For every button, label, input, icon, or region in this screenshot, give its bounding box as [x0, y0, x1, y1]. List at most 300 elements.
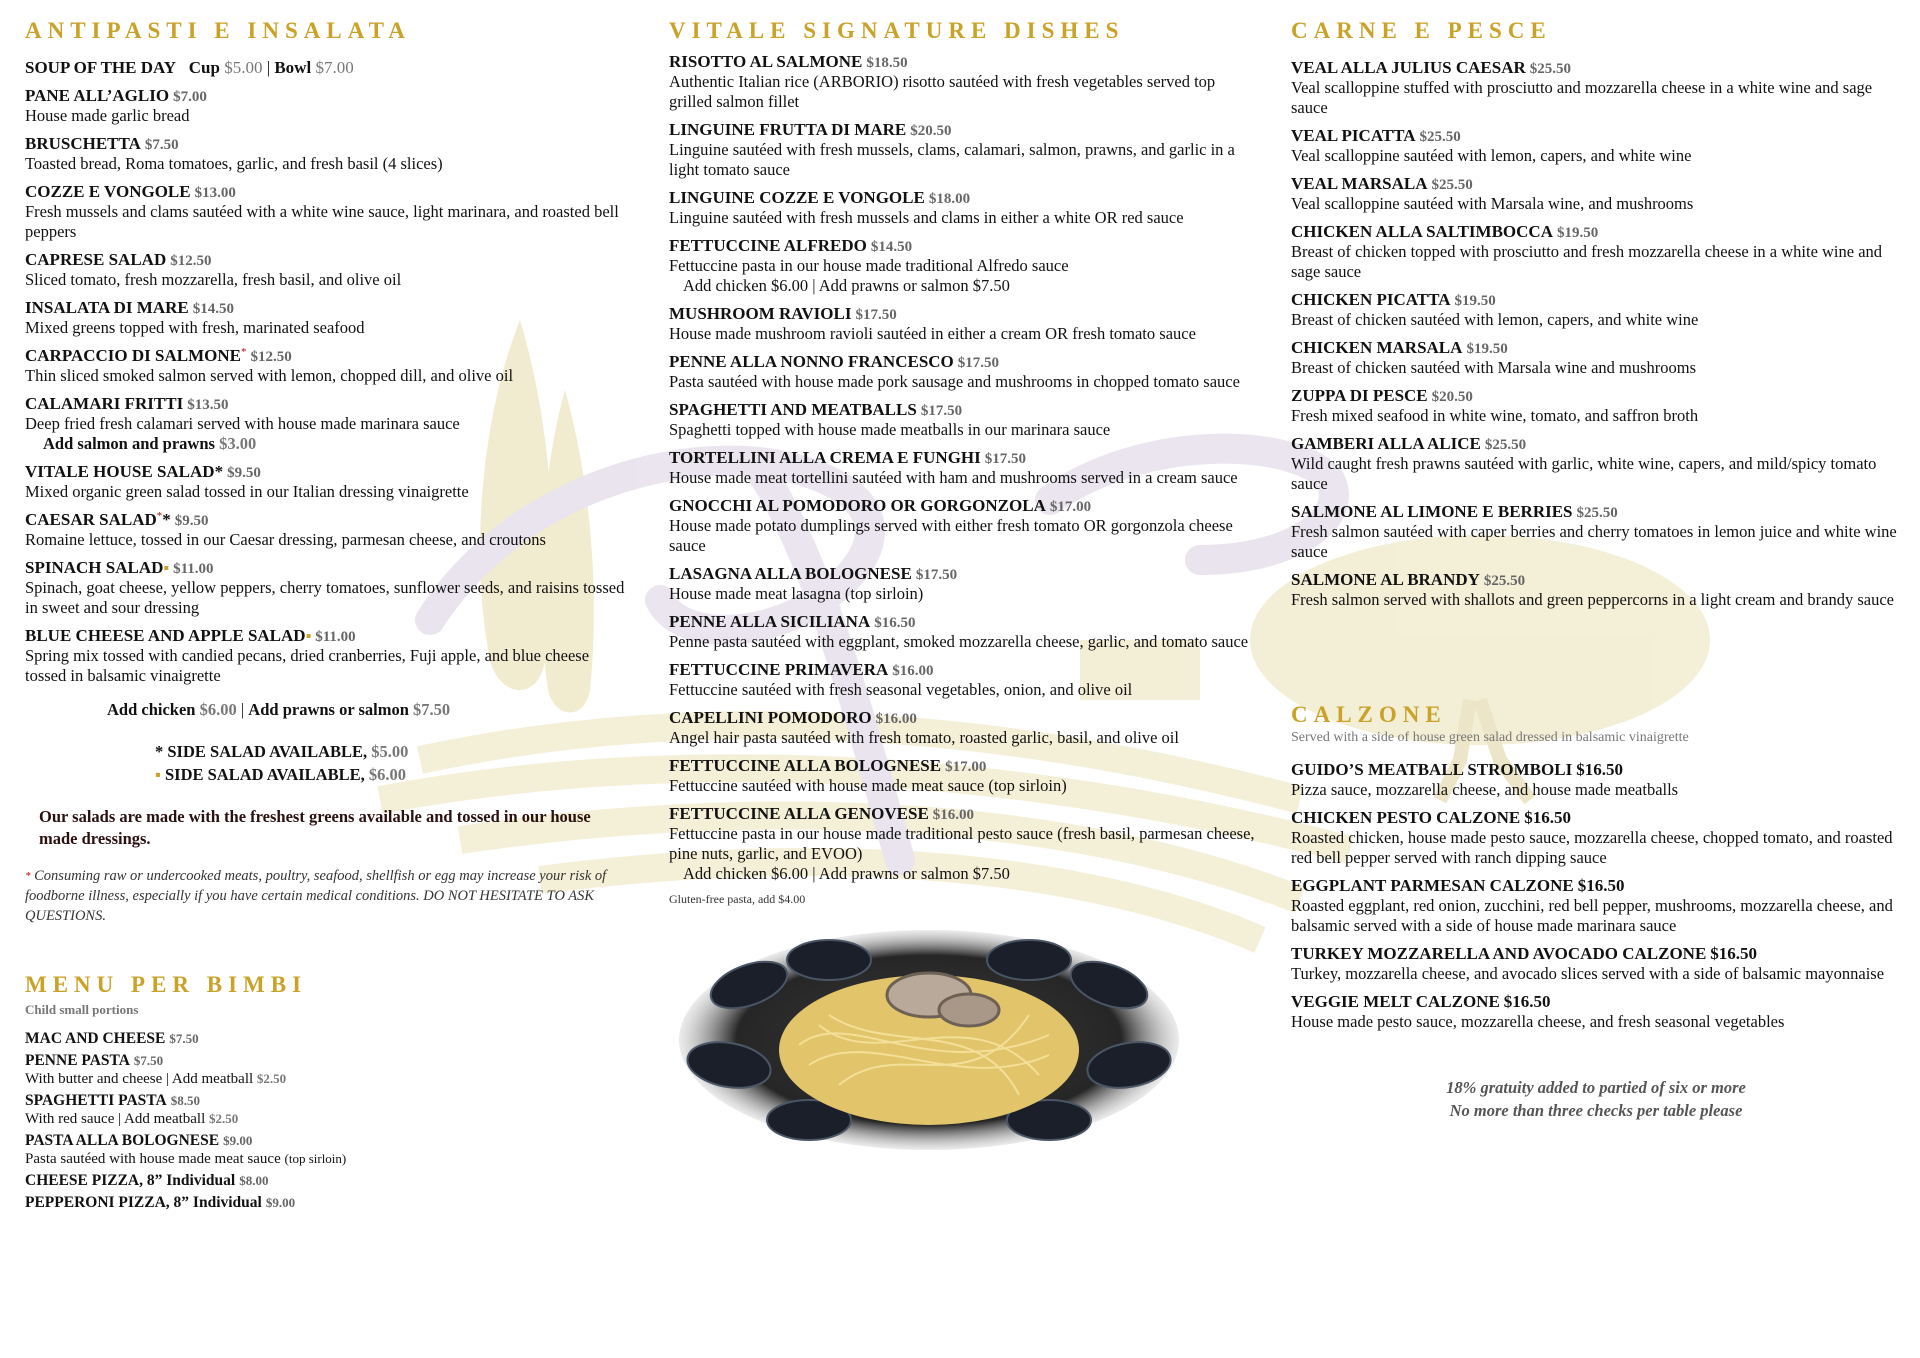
menu-item-description	[1291, 146, 1901, 166]
menu-item-description	[1291, 780, 1901, 800]
menu-item-price: $16.50	[1576, 760, 1623, 779]
menu-item-header	[1291, 992, 1901, 1012]
menu-item-name: MUSHROOM RAVIOLI	[669, 304, 852, 323]
menu-item-header	[1291, 386, 1901, 406]
menu-item	[1291, 502, 1901, 562]
bimbi-section	[25, 972, 625, 1212]
menu-item-description	[25, 1070, 625, 1088]
menu-item-name: BLUE CHEESE AND APPLE SALAD	[25, 626, 306, 645]
menu-item-addon-text: Add chicken $6.00 | Add prawns or salmon $7.50	[683, 864, 1010, 883]
menu-item-description-text: Deep fried fresh calamari served with house made marinara sauce	[25, 414, 460, 433]
menu-item-name: PENNE ALLA NONNO FRANCESCO	[669, 352, 954, 371]
menu-item-description	[669, 680, 1259, 700]
menu-item	[669, 400, 1259, 440]
soup-bowl-price: $7.00	[315, 58, 354, 77]
menu-item-header	[25, 462, 625, 482]
menu-item-addon-text: Add chicken $6.00 | Add prawns or salmon $7.50	[683, 276, 1010, 295]
menu-item	[25, 182, 625, 242]
menu-item-description-text: House made mushroom ravioli sautéed in either a cream OR fresh tomato sauce	[669, 324, 1196, 343]
menu-item-description-text: Fresh mixed seafood in white wine, tomato, and saffron broth	[1291, 406, 1699, 425]
menu-item-name: LINGUINE COZZE E VONGOLE	[669, 188, 925, 207]
side-salad-2-price: $6.00	[368, 765, 406, 784]
menu-item-price: $17.50	[984, 451, 1027, 467]
menu-item-note: (top sirloin)	[284, 1151, 347, 1166]
menu-item-description	[25, 578, 625, 618]
add-chicken-price: $6.00	[199, 700, 237, 719]
side-salad-1-price: $5.00	[371, 742, 409, 761]
menu-item-description-text: Sliced tomato, fresh mozzarella, fresh basil, and olive oil	[25, 270, 402, 289]
menu-item-name: CAPRESE SALAD	[25, 250, 167, 269]
menu-item-addon	[669, 864, 1259, 884]
menu-item	[25, 394, 625, 454]
menu-item-description	[25, 1110, 625, 1128]
menu-item-price: $25.50	[1529, 61, 1572, 77]
menu-item-description-text: Authentic Italian rice (ARBORIO) risotto sautéed with fresh vegetables served top grilled salmon fillet	[669, 72, 1216, 111]
menu-item-header	[669, 120, 1259, 140]
menu-item-name: SPAGHETTI AND MEATBALLS	[669, 400, 917, 419]
menu-item-header	[1291, 808, 1901, 828]
menu-item	[1291, 992, 1901, 1032]
menu-item-name: VEAL ALLA JULIUS CAESAR	[1291, 58, 1526, 77]
menu-item-addon-text: Add salmon and prawns	[43, 434, 215, 453]
menu-item-suffix: *	[162, 510, 171, 529]
menu-item-name: CHICKEN ALLA SALTIMBOCCA	[1291, 222, 1553, 241]
menu-item-description-text: Fettuccine pasta in our house made traditional Alfredo sauce	[669, 256, 1069, 275]
side-salad-2	[155, 763, 625, 786]
menu-item-price: $18.50	[866, 55, 908, 71]
menu-item-name: FETTUCCINE ALFREDO	[669, 236, 867, 255]
menu-item-header	[669, 564, 1259, 584]
menu-item-description	[25, 106, 625, 126]
menu-item	[25, 134, 625, 174]
menu-item	[1291, 338, 1901, 378]
menu-item-header	[25, 86, 625, 106]
menu-item	[1291, 434, 1901, 494]
menu-item-header	[1291, 944, 1901, 964]
menu-item-name: VITALE HOUSE SALAD*	[25, 462, 224, 481]
menu-item-price: $14.50	[192, 301, 234, 317]
menu-item-name: FETTUCCINE ALLA GENOVESE	[669, 804, 929, 823]
menu-item-name: PENNE PASTA	[25, 1052, 130, 1069]
menu-item	[25, 462, 625, 502]
menu-item	[1291, 760, 1901, 800]
menu-item-description	[1291, 310, 1901, 330]
menu-item-description	[25, 202, 625, 242]
menu-item-price: $17.50	[915, 567, 958, 583]
menu-item	[25, 510, 625, 550]
menu-item-header	[669, 52, 1259, 72]
menu-item-description-text: Linguine sautéed with fresh mussels and clams in either a white OR red sauce	[669, 208, 1184, 227]
menu-item	[669, 756, 1259, 796]
menu-item-description	[1291, 194, 1901, 214]
menu-item-name: SPAGHETTI PASTA	[25, 1092, 167, 1109]
menu-item-price: $18.00	[928, 191, 971, 207]
menu-item-description-text: Spinach, goat cheese, yellow peppers, cherry tomatoes, sunflower seeds, and raisins tossed in sweet and sour dressing	[25, 578, 625, 617]
menu-item-price: $25.50	[1484, 437, 1527, 453]
menu-item-header	[1291, 338, 1901, 358]
menu-item-name: GAMBERI ALLA ALICE	[1291, 434, 1481, 453]
menu-item-header	[669, 304, 1259, 324]
menu-item-header	[1291, 502, 1901, 522]
menu-item-addon	[25, 434, 625, 454]
menu-item-price: $7.50	[169, 1031, 199, 1046]
menu-item-header	[25, 394, 625, 414]
menu-item-name: COZZE E VONGOLE	[25, 182, 191, 201]
menu-item-price: $16.50	[1577, 876, 1625, 895]
menu-item-description-text: Pizza sauce, mozzarella cheese, and house made meatballs	[1291, 780, 1679, 799]
menu-item-header	[669, 400, 1259, 420]
gratuity-line-2: No more than three checks per table please	[1449, 1101, 1743, 1120]
menu-item-price: $16.50	[1503, 992, 1551, 1011]
menu-item-name: RISOTTO AL SALMONE	[669, 52, 863, 71]
menu-item-price: $25.50	[1431, 177, 1473, 193]
menu-item-description-text: House made meat lasagna (top sirloin)	[669, 584, 924, 603]
calzone-list	[1291, 760, 1901, 1032]
menu-item-header	[669, 756, 1259, 776]
menu-item-description	[25, 414, 625, 434]
menu-item-header	[669, 352, 1259, 372]
menu-item-description	[669, 372, 1259, 392]
menu-item-description-text: Fettuccine sautéed with fresh seasonal vegetables, onion, and olive oil	[669, 680, 1133, 699]
menu-item-description-text: Wild caught fresh prawns sautéed with garlic, white wine, capers, and mild/spicy tomato sauce	[1291, 454, 1877, 493]
menu-item-description	[669, 324, 1259, 344]
menu-item	[25, 626, 625, 686]
menu-item-description-text: With red sauce | Add meatball	[25, 1111, 206, 1127]
menu-item-header	[25, 510, 625, 530]
menu-item-description	[669, 584, 1259, 604]
raw-food-disclaimer	[25, 866, 625, 926]
calzone-section	[1291, 702, 1901, 1032]
menu-item	[1291, 876, 1901, 936]
menu-item-addon	[669, 276, 1259, 296]
menu-item-header	[25, 1172, 625, 1190]
menu-item-description	[669, 468, 1259, 488]
menu-item-description	[1291, 454, 1901, 494]
menu-item-name: INSALATA DI MARE	[25, 298, 189, 317]
column-middle	[669, 18, 1259, 1160]
menu-item-price: $13.50	[187, 397, 229, 413]
menu-item-price: $8.00	[239, 1173, 269, 1188]
soup-of-the-day	[25, 58, 625, 78]
menu-item-description	[1291, 590, 1901, 610]
menu-item-header	[1291, 760, 1901, 780]
side-salad-1	[155, 740, 625, 763]
menu-item-description	[1291, 828, 1901, 868]
menu-item-description-text: Veal scalloppine stuffed with prosciutto and mozzarella cheese in a white wine and sage sauce	[1291, 78, 1873, 117]
menu-item-price: $8.50	[170, 1093, 200, 1108]
carne-list	[1291, 58, 1901, 610]
bimbi-list	[25, 1030, 625, 1212]
menu-item	[669, 804, 1259, 884]
side-salad-2-mark: ▪	[155, 765, 161, 784]
gluten-free-note: Gluten-free pasta, add $4.00	[669, 892, 806, 906]
menu-item-description	[25, 482, 625, 502]
add-prawns-price: $7.50	[413, 700, 451, 719]
menu-item-description-text: Thin sliced smoked salmon served with lemon, chopped dill, and olive oil	[25, 366, 514, 385]
menu-item-name: SPINACH SALAD	[25, 558, 164, 577]
menu-item-name: CHICKEN MARSALA	[1291, 338, 1463, 357]
menu-item-header	[669, 660, 1259, 680]
menu-item-name: CALAMARI FRITTI	[25, 394, 184, 413]
calzone-subtitle: Served with a side of house green salad dressed in balsamic vinaigrette	[1291, 730, 1689, 745]
menu-item-description	[1291, 522, 1901, 562]
menu-item-name: CHICKEN PICATTA	[1291, 290, 1451, 309]
menu-item-description	[25, 270, 625, 290]
menu-item-header	[669, 496, 1259, 516]
menu-item-description	[25, 530, 625, 550]
menu-item-price: $9.50	[227, 465, 261, 481]
vitale-title: VITALE SIGNATURE DISHES	[669, 18, 1125, 43]
menu-item-header	[1291, 222, 1901, 242]
menu-item-addon-price: $2.50	[256, 1071, 287, 1086]
menu-item	[25, 1030, 625, 1048]
menu-item	[25, 1132, 625, 1168]
menu-item	[25, 1092, 625, 1128]
menu-item-description-text: Fresh mussels and clams sautéed with a white wine sauce, light marinara, and roasted bell peppers	[25, 202, 619, 241]
menu-item	[669, 120, 1259, 180]
antipasti-title: ANTIPASTI E INSALATA	[25, 18, 411, 43]
menu-item-header	[669, 708, 1259, 728]
menu-item-description	[669, 728, 1259, 748]
menu-item-price: $19.50	[1454, 293, 1496, 309]
menu-item-description-text: House made meat tortellini sautéed with ham and mushrooms served in a cream sauce	[669, 468, 1238, 487]
menu-item-price: $7.00	[173, 89, 207, 105]
menu-item-price: $17.00	[1049, 499, 1092, 515]
add-prawns-label: Add prawns or salmon	[248, 700, 409, 719]
menu-item-header	[25, 250, 625, 270]
menu-item-header	[669, 804, 1259, 824]
menu-item-description	[25, 646, 625, 686]
menu-item-header	[25, 1030, 625, 1048]
menu-item-description	[669, 776, 1259, 796]
menu-item-name: PASTA ALLA BOLOGNESE	[25, 1132, 220, 1149]
menu-item	[1291, 386, 1901, 426]
menu-item-header	[1291, 434, 1901, 454]
menu-item-price: $9.00	[265, 1195, 296, 1210]
menu-item-description	[669, 256, 1259, 276]
menu-item-price: $16.50	[874, 615, 916, 631]
column-left	[25, 18, 625, 1216]
menu-item-description-text: Veal scalloppine sautéed with lemon, capers, and white wine	[1291, 146, 1692, 165]
add-separator: |	[240, 700, 245, 719]
menu-item-description-text: Fresh salmon served with shallots and green peppercorns in a light cream and brandy sauce	[1291, 590, 1894, 609]
menu-item-header	[25, 134, 625, 154]
menu-item-price: $17.50	[957, 355, 1000, 371]
column-right	[1291, 18, 1901, 1122]
menu-item-name: CHEESE PIZZA, 8” Individual	[25, 1172, 236, 1189]
add-protein-line	[107, 700, 625, 720]
menu-item-price: $25.50	[1483, 573, 1526, 589]
menu-item-description-text: House made potato dumplings served with either fresh tomato OR gorgonzola cheese sauce	[669, 516, 1233, 555]
salad-note: Our salads are made with the freshest greens available and tossed in our house made dressings.	[39, 807, 591, 848]
menu-item-header	[669, 448, 1259, 468]
menu-item-name: TORTELLINI ALLA CREMA E FUNGHI	[669, 448, 981, 467]
menu-item-header	[25, 558, 625, 578]
menu-item-header	[1291, 570, 1901, 590]
menu-item-description-text: House made pesto sauce, mozzarella cheese, and fresh seasonal vegetables	[1291, 1012, 1785, 1031]
menu-item	[1291, 570, 1901, 610]
menu-item-header	[1291, 126, 1901, 146]
menu-item-header	[1291, 876, 1901, 896]
menu-item	[669, 660, 1259, 700]
menu-item-header	[1291, 58, 1901, 78]
menu-item	[1291, 290, 1901, 330]
menu-item-name: EGGPLANT PARMESAN CALZONE	[1291, 876, 1574, 895]
soup-name: SOUP OF THE DAY	[25, 58, 176, 77]
menu-item	[1291, 808, 1901, 868]
menu-item	[669, 564, 1259, 604]
menu-item-name: MAC AND CHEESE	[25, 1030, 166, 1047]
menu-item-price: $7.50	[133, 1053, 164, 1068]
menu-item-header	[1291, 290, 1901, 310]
menu-item-description	[669, 420, 1259, 440]
menu-item-header	[669, 612, 1259, 632]
menu-item-name: CAESAR SALAD	[25, 510, 157, 529]
menu-item-price: $16.00	[875, 711, 917, 727]
menu-item-price: $13.00	[194, 185, 236, 201]
menu-item	[1291, 174, 1901, 214]
menu-item	[669, 708, 1259, 748]
menu-item-name: SALMONE AL BRANDY	[1291, 570, 1480, 589]
menu-item	[669, 496, 1259, 556]
gratuity-line-1: 18% gratuity added to partied of six or more	[1446, 1078, 1746, 1097]
menu-item-header	[1291, 174, 1901, 194]
menu-item-description	[669, 208, 1259, 228]
menu-item	[669, 236, 1259, 296]
menu-item-description-text: Fettuccine sautéed with house made meat sauce (top sirloin)	[669, 776, 1067, 795]
menu-item	[1291, 222, 1901, 282]
menu-item-header	[25, 626, 625, 646]
side-salad-notes	[155, 740, 625, 786]
menu-item-description	[25, 1150, 625, 1168]
side-salad-2-label: SIDE SALAD AVAILABLE,	[164, 765, 365, 784]
menu-item-addon-price: $2.50	[209, 1111, 239, 1126]
menu-item-description-text: Spring mix tossed with candied pecans, dried cranberries, Fuji apple, and blue cheese tossed in balsamic vinaigrette	[25, 646, 590, 685]
raw-warning-mark: *	[240, 346, 247, 358]
menu-item-price: $7.50	[144, 137, 179, 153]
menu-item-name: PENNE ALLA SICILIANA	[669, 612, 871, 631]
menu-item	[25, 1172, 625, 1190]
menu-item	[25, 558, 625, 618]
soup-cup-label: Cup	[188, 58, 220, 77]
menu-item-description-text: Fresh salmon sautéed with caper berries and cherry tomatoes in lemon juice and white wine sauce	[1291, 522, 1897, 561]
menu-item-addon-price: $3.00	[219, 434, 257, 453]
menu-item-description-text: Fettuccine pasta in our house made traditional pesto sauce (fresh basil, parmesan cheese, pine nuts, garlic, and EVOO)	[669, 824, 1255, 863]
menu-item-suffix: ▪	[163, 560, 170, 577]
menu-item	[669, 52, 1259, 112]
menu-item-suffix: ▪	[305, 628, 312, 645]
menu-item-name: CHICKEN PESTO CALZONE	[1291, 808, 1521, 827]
menu-item-description-text: Breast of chicken sautéed with Marsala wine and mushrooms	[1291, 358, 1697, 377]
menu-item-description-text: Roasted chicken, house made pesto sauce, mozzarella cheese, chopped tomato, and roasted red bell pepper served with ranch dipping sauce	[1291, 828, 1893, 867]
menu-item-description	[669, 632, 1259, 652]
menu-item-name: LINGUINE FRUTTA DI MARE	[669, 120, 907, 139]
menu-item-description	[1291, 358, 1901, 378]
side-salad-1-label: * SIDE SALAD AVAILABLE,	[155, 742, 368, 761]
menu-item-description-text: House made garlic bread	[25, 106, 190, 125]
add-chicken-label: Add chicken	[107, 700, 196, 719]
menu-item-description	[669, 72, 1259, 112]
menu-item-description-text: Linguine sautéed with fresh mussels, clams, calamari, salmon, prawns, and garlic in a light tomato sauce	[669, 140, 1235, 179]
bimbi-title: MENU PER BIMBI	[25, 972, 308, 997]
disclaimer-text: Consuming raw or undercooked meats, poultry, seafood, shellfish or egg may increase your risk of foodborne illness, especially if you have certain medical conditions. DO NOT HESITATE TO ASK QUESTIONS.	[25, 868, 607, 924]
menu-item-header	[25, 1092, 625, 1110]
menu-item-price: $14.50	[870, 239, 913, 255]
menu-item-description-text: Breast of chicken topped with prosciutto and fresh mozzarella cheese in a white wine and sage sauce	[1291, 242, 1883, 281]
antipasti-list	[25, 86, 625, 686]
menu-item-name: SALMONE AL LIMONE E BERRIES	[1291, 502, 1573, 521]
menu-item-description	[1291, 896, 1901, 936]
menu-item-description-text: With butter and cheese | Add meatball	[25, 1071, 254, 1087]
menu-item-price: $19.50	[1557, 225, 1599, 241]
menu-item-name: CARPACCIO DI SALMONE	[25, 346, 241, 365]
menu-item-description-text: Breast of chicken sautéed with lemon, capers, and white wine	[1291, 310, 1699, 329]
menu-item-name: PANE ALL’AGLIO	[25, 86, 170, 105]
menu-item	[669, 448, 1259, 488]
menu-item-description	[669, 516, 1259, 556]
menu-item-header	[25, 1052, 625, 1070]
menu-item-name: VEGGIE MELT CALZONE	[1291, 992, 1500, 1011]
carne-title: CARNE E PESCE	[1291, 18, 1552, 43]
menu-item-header	[25, 1194, 625, 1212]
menu-item-name: FETTUCCINE ALLA BOLOGNESE	[669, 756, 942, 775]
menu-item-price: $16.00	[892, 663, 934, 679]
menu-item-price: $12.50	[250, 349, 292, 365]
menu-item-description	[1291, 964, 1901, 984]
disclaimer-mark: *	[25, 870, 31, 882]
menu-item-description-text: Romaine lettuce, tossed in our Caesar dressing, parmesan cheese, and croutons	[25, 530, 546, 549]
menu-item-description-text: Spaghetti topped with house made meatballs in our marinara sauce	[669, 420, 1111, 439]
menu-item-header	[669, 188, 1259, 208]
menu-item-price: $16.50	[1710, 944, 1758, 963]
menu-item	[1291, 944, 1901, 984]
menu-item-description	[669, 140, 1259, 180]
menu-item	[25, 298, 625, 338]
menu-item-description-text: Angel hair pasta sautéed with fresh tomato, roasted garlic, basil, and olive oil	[669, 728, 1179, 747]
menu-item-price: $25.50	[1576, 505, 1618, 521]
menu-item	[25, 1194, 625, 1212]
menu-item-name: BRUSCHETTA	[25, 134, 141, 153]
menu-item-name: ZUPPA DI PESCE	[1291, 386, 1428, 405]
menu-item	[25, 86, 625, 126]
menu-item-price: $20.50	[910, 123, 952, 139]
menu-item-description	[25, 154, 625, 174]
raw-warning-mark: *	[156, 510, 163, 522]
menu-item-name: GNOCCHI AL POMODORO OR GORGONZOLA	[669, 496, 1046, 515]
menu-item	[25, 1052, 625, 1088]
menu-item-description	[1291, 1012, 1901, 1032]
menu-item-name: VEAL MARSALA	[1291, 174, 1428, 193]
menu-item-header	[25, 298, 625, 318]
menu-item	[25, 346, 625, 386]
menu-item-price: $19.50	[1466, 341, 1508, 357]
vitale-list	[669, 52, 1259, 884]
menu-item-price: $9.00	[223, 1133, 253, 1148]
menu-item-description-text: Pasta sautéed with house made pork sausage and mushrooms in chopped tomato sauce	[669, 372, 1240, 391]
menu-item	[669, 612, 1259, 652]
menu-item-description-text: Mixed organic green salad tossed in our Italian dressing vinaigrette	[25, 482, 469, 501]
pasta-dish-image	[669, 925, 1189, 1155]
menu-item-price: $16.00	[932, 807, 975, 823]
menu-item-price: $17.00	[945, 759, 987, 775]
menu-item-name: LASAGNA ALLA BOLOGNESE	[669, 564, 912, 583]
menu-item	[25, 250, 625, 290]
menu-item-description	[669, 824, 1259, 864]
menu-item-description-text: Turkey, mozzarella cheese, and avocado slices served with a side of balsamic mayonnaise	[1291, 964, 1885, 983]
menu-item	[1291, 126, 1901, 166]
menu-item-name: CAPELLINI POMODORO	[669, 708, 872, 727]
menu-item-price: $9.50	[174, 513, 209, 529]
